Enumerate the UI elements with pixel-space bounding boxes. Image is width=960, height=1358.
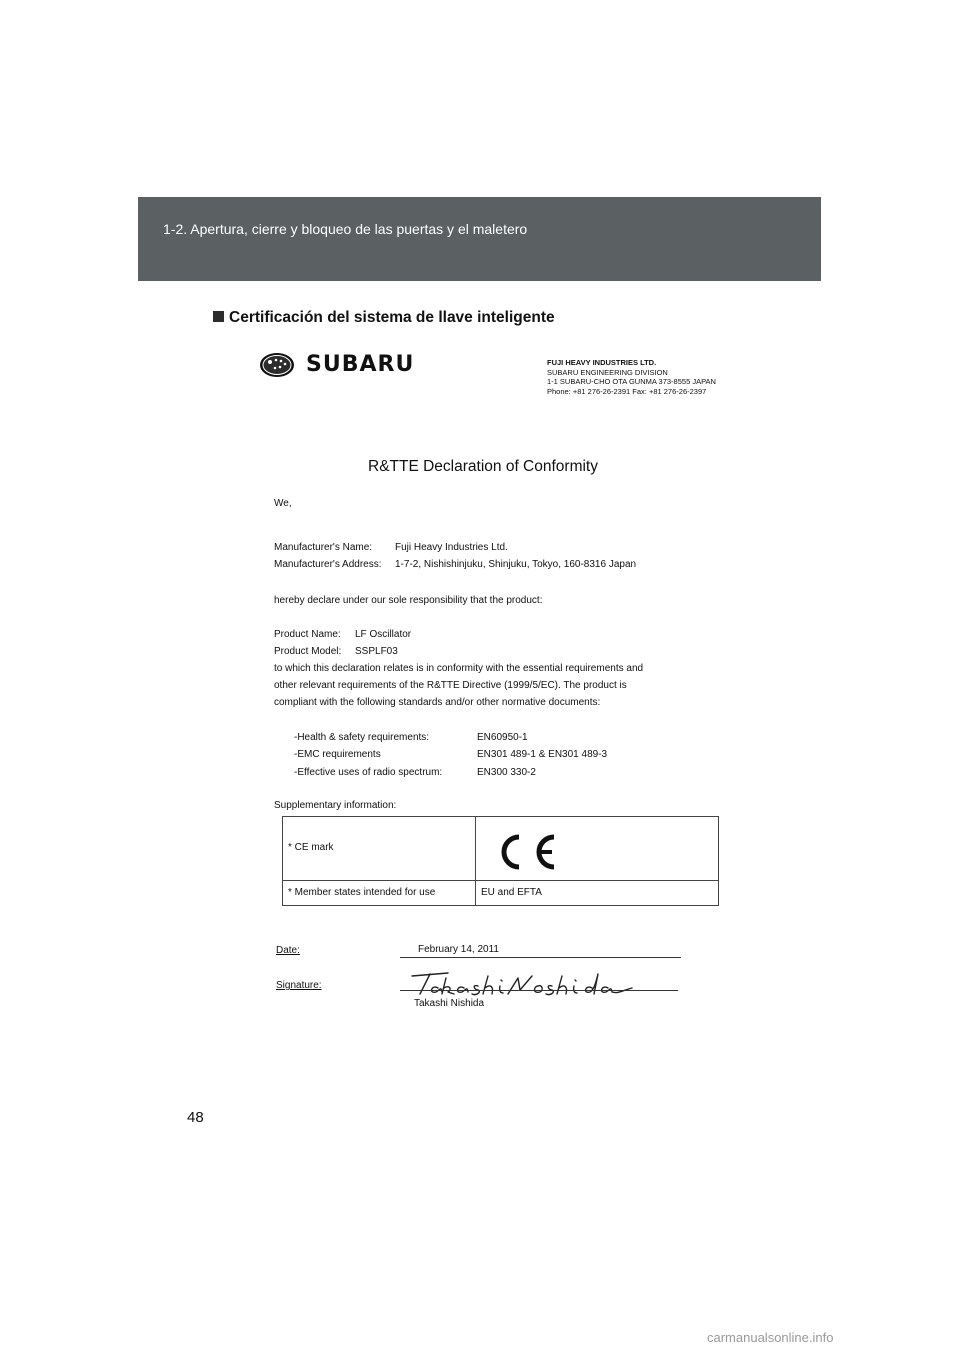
signature-label: Signature: [276, 980, 322, 991]
member-states-label: * Member states intended for use [288, 887, 436, 898]
manufacturer-address-label: Manufacturer's Address: [274, 559, 382, 570]
product-name: LF Oscillator [355, 629, 412, 640]
watermark: carmanualsonline.info [707, 1330, 834, 1345]
standard-label: -EMC requirements [294, 749, 381, 760]
ce-mark-icon [488, 832, 558, 872]
standard-value: EN300 330-2 [477, 767, 536, 778]
company-line: FUJI HEAVY INDUSTRIES LTD. [547, 358, 657, 367]
company-line: SUBARU ENGINEERING DIVISION [547, 367, 668, 377]
chapter-title: 1-2. Apertura, cierre y bloqueo de las puertas y el maletero [163, 221, 528, 237]
standard-value: EN301 489-1 & EN301 489-3 [477, 749, 608, 760]
declaration-title: R&TTE Declaration of Conformity [368, 458, 598, 475]
declaration-statement: hereby declare under our sole responsibility that the product: [274, 595, 543, 606]
standard-value: EN60950-1 [477, 732, 528, 743]
signatory-name: Takashi Nishida [414, 998, 485, 1009]
logo-wordmark: SUBARU [306, 352, 415, 377]
we-text: We, [274, 498, 292, 509]
square-bullet-icon [213, 311, 224, 322]
standard-label: -Effective uses of radio spectrum: [294, 767, 443, 778]
standard-label: -Health & safety requirements: [294, 732, 430, 743]
company-address-block [547, 358, 716, 396]
section-title [213, 309, 555, 327]
table-divider [283, 880, 718, 881]
conformity-line: compliant with the following standards and/or other normative documents: [274, 697, 601, 708]
supplementary-table [282, 816, 719, 906]
conformity-line: other relevant requirements of the R&TTE Directive (1999/5/EC). The product is [274, 680, 627, 691]
manufacturer-name-label: Manufacturer's Name: [274, 542, 373, 553]
product-name-label: Product Name: [274, 629, 341, 640]
section-title-text: Certificación del sistema de llave inteligente [229, 309, 555, 326]
conformity-line: to which this declaration relates is in conformity with the essential requirements and [274, 663, 644, 674]
date-rule [400, 957, 681, 958]
product-model: SSPLF03 [355, 646, 398, 657]
date-value: February 14, 2011 [418, 944, 499, 955]
chapter-header [138, 197, 821, 281]
company-line: Phone: +81 276-26-2391 Fax: +81 276-26-2397 [547, 386, 707, 396]
ce-mark-label: * CE mark [288, 842, 334, 853]
page-number: 48 [187, 1109, 204, 1126]
manufacturer-name: Fuji Heavy Industries Ltd. [395, 542, 508, 553]
manufacturer-address: 1-7-2, Nishishinjuku, Shinjuku, Tokyo, 160-8316 Japan [395, 559, 637, 570]
product-model-label: Product Model: [274, 646, 342, 657]
subaru-logo [258, 350, 418, 380]
member-states-value: EU and EFTA [481, 887, 542, 898]
company-line: 1-1 SUBARU-CHO OTA GUNMA 373-8555 JAPAN [547, 377, 716, 386]
signature-rule [400, 990, 678, 991]
table-divider [475, 817, 476, 905]
supplementary-label: Supplementary information: [274, 800, 397, 811]
date-label: Date: [276, 945, 300, 956]
